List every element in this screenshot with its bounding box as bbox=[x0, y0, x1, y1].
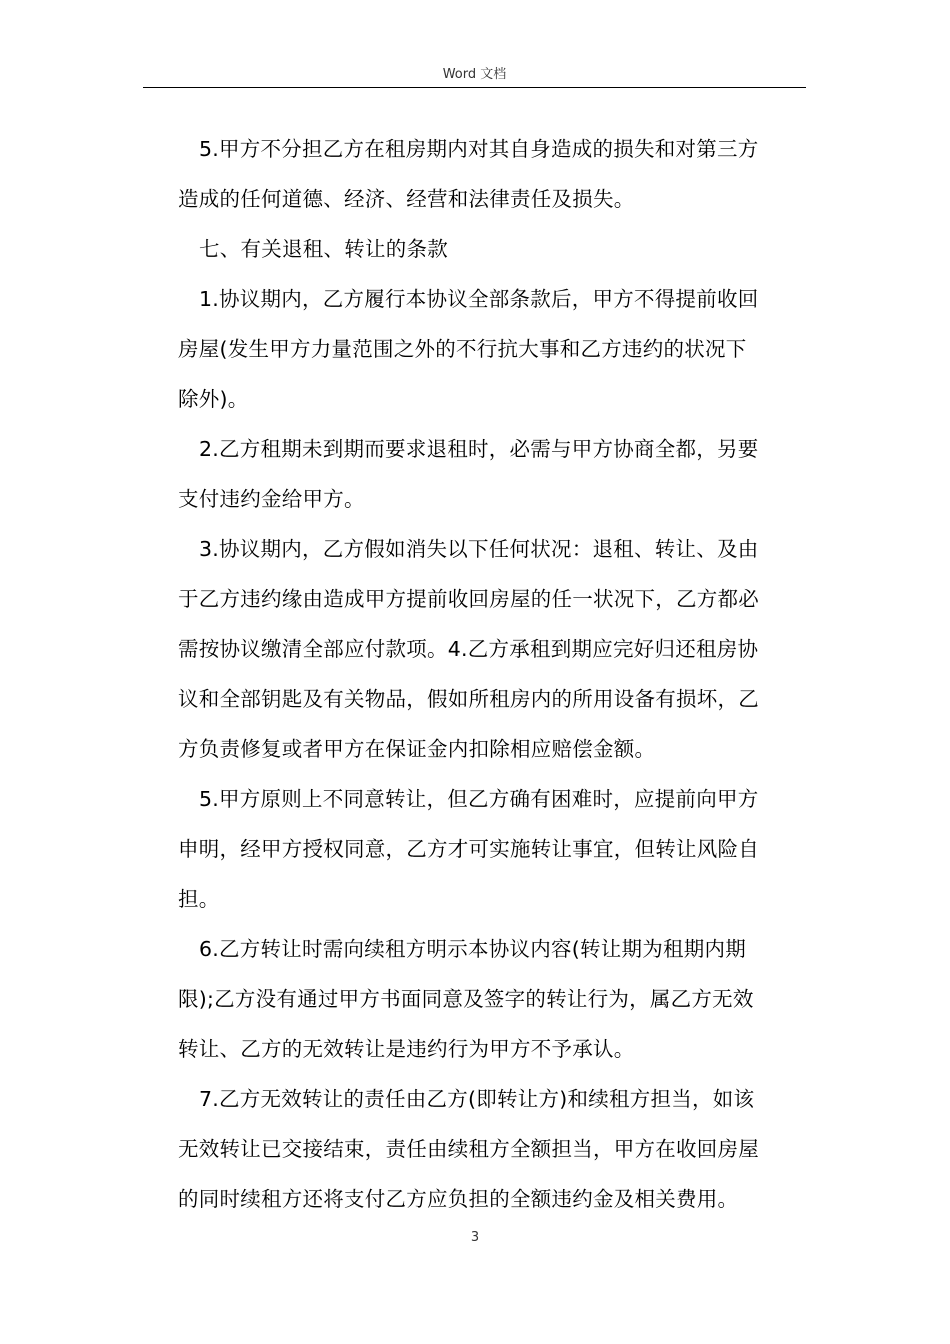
paragraph-clause-7-3-4 bbox=[178, 524, 808, 774]
text-line: 转让、乙方的无效转让是违约行为甲方不予承认。 bbox=[178, 1037, 635, 1061]
paragraph-clause-7-6 bbox=[178, 924, 808, 1074]
paragraph-clause-6-5 bbox=[178, 124, 808, 224]
text-line: 的同时续租方还将支付乙方应负担的全额违约金及相关费用。 bbox=[178, 1187, 739, 1211]
document-body bbox=[178, 124, 808, 1224]
text-line: 造成的任何道德、经济、经营和法律责任及损失。 bbox=[178, 187, 635, 211]
page-header-title: Word 文档 bbox=[442, 67, 507, 82]
text-line: 方负责修复或者甲方在保证金内扣除相应赔偿金额。 bbox=[178, 737, 656, 761]
header-divider bbox=[143, 87, 806, 88]
text-line: 2.乙方租期未到期而要求退租时，必需与甲方协商全都，另要 bbox=[199, 437, 759, 461]
text-line: 支付违约金给甲方。 bbox=[178, 487, 365, 511]
text-line: 6.乙方转让时需向续租方明示本协议内容(转让期为租期内期 bbox=[199, 937, 747, 961]
text-line: 需按协议缴清全部应付款项。4.乙方承租到期应完好归还租房协 bbox=[178, 637, 759, 661]
text-line: 限);乙方没有通过甲方书面同意及签字的转让行为，属乙方无效 bbox=[178, 987, 754, 1011]
text-line: 于乙方违约缘由造成甲方提前收回房屋的任一状况下，乙方都必 bbox=[178, 587, 759, 611]
section-heading-7 bbox=[178, 224, 808, 274]
text-line: 房屋(发生甲方力量范围之外的不行抗大事和乙方违约的状况下 bbox=[178, 337, 747, 361]
page-number: 3 bbox=[470, 1230, 480, 1245]
paragraph-clause-7-2 bbox=[178, 424, 808, 524]
text-line: 除外)。 bbox=[178, 387, 249, 411]
text-line: 5.甲方原则上不同意转让，但乙方确有困难时，应提前向甲方 bbox=[199, 787, 759, 811]
text-line: 担。 bbox=[178, 887, 220, 911]
paragraph-clause-7-1 bbox=[178, 274, 808, 424]
section-heading-text: 七、有关退租、转让的条款 bbox=[199, 237, 448, 261]
text-line: 5.甲方不分担乙方在租房期内对其自身造成的损失和对第三方 bbox=[199, 137, 759, 161]
text-line: 议和全部钥匙及有关物品，假如所租房内的所用设备有损坏，乙 bbox=[178, 687, 759, 711]
text-line: 1.协议期内，乙方履行本协议全部条款后，甲方不得提前收回 bbox=[199, 287, 759, 311]
text-line: 申明，经甲方授权同意，乙方才可实施转让事宜，但转让风险自 bbox=[178, 837, 759, 861]
paragraph-clause-7-7 bbox=[178, 1074, 808, 1224]
paragraph-clause-7-5 bbox=[178, 774, 808, 924]
text-line: 3.协议期内，乙方假如消失以下任何状况：退租、转让、及由 bbox=[199, 537, 759, 561]
text-line: 无效转让已交接结束，责任由续租方全额担当，甲方在收回房屋 bbox=[178, 1137, 759, 1161]
text-line: 7.乙方无效转让的责任由乙方(即转让方)和续租方担当，如该 bbox=[199, 1087, 755, 1111]
